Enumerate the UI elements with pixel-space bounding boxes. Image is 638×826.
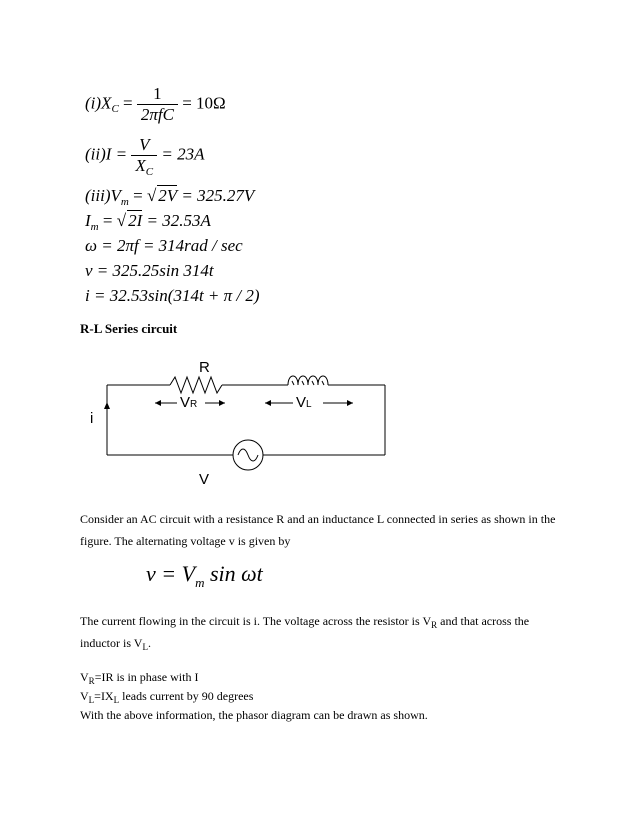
p2-line2-b: . xyxy=(147,636,151,650)
label-voltage-inductor xyxy=(296,394,312,411)
label-resistance: R xyxy=(199,359,210,376)
line-phasor-intro: With the above information, the phasor diagram can be drawn as shown. xyxy=(80,708,428,722)
eq1-prefix: (i)X xyxy=(85,93,112,113)
paragraph-intro-line2: figure. The alternating voltage v is given by xyxy=(80,534,291,548)
label-voltage-resistor xyxy=(180,394,197,411)
paragraph-current-line1 xyxy=(80,614,529,629)
line-vr-phase xyxy=(80,670,198,685)
vl-arrowhead-right xyxy=(347,400,353,406)
l2-a: V xyxy=(80,689,89,703)
eq3-result: = 325.27V xyxy=(181,186,255,205)
paragraph-intro-line1: Consider an AC circuit with a resistance R and an inductance L connected in series as shown in the xyxy=(80,512,556,526)
eq2-numerator: V xyxy=(139,135,150,154)
line-vl-phase xyxy=(80,689,253,704)
vl-arrowhead-left xyxy=(265,400,271,406)
label-vl-main: V xyxy=(296,394,307,411)
l2-b: =IX xyxy=(94,689,114,703)
equation-reactance xyxy=(85,84,226,125)
eq3-radicand: 2V xyxy=(158,186,178,205)
label-source-voltage: V xyxy=(199,471,210,488)
equation-current-wave: i = 32.53sin(314t + π / 2) xyxy=(85,286,260,305)
l2-c: leads current by 90 degrees xyxy=(119,689,254,703)
equation-voltage-general xyxy=(146,561,263,590)
eq2-prefix: (ii)I = xyxy=(85,144,128,164)
vr-arrowhead-left xyxy=(155,400,161,406)
p2-line1-b: and that across the xyxy=(437,614,530,628)
label-vl-sub: L xyxy=(306,399,312,410)
resistor-symbol xyxy=(170,377,222,393)
paragraph-current-line2 xyxy=(80,636,151,651)
eq4-sub: m xyxy=(90,221,99,233)
p2-line2-a: inductor is V xyxy=(80,636,143,650)
rl-circuit-diagram xyxy=(95,355,405,490)
eq3-root-sign: √ xyxy=(146,186,157,205)
eq2-result: = 23A xyxy=(161,144,205,164)
main-eq-rhs: sin ωt xyxy=(209,561,263,586)
l2-sub: L xyxy=(88,695,95,705)
l1-b: =IR is in phase with I xyxy=(94,670,199,684)
eq4-result: = 32.53A xyxy=(146,211,211,230)
eq3-sub: m xyxy=(120,196,129,208)
equation-peak-current xyxy=(85,210,211,231)
label-current: i xyxy=(90,410,94,427)
equation-current xyxy=(85,135,205,176)
p2-line2-sub: L xyxy=(142,642,148,652)
equation-angular-frequency: ω = 2πf = 314rad / sec xyxy=(85,236,243,255)
eq4-prefix: I xyxy=(85,211,91,230)
p2-line1-sub: R xyxy=(431,620,438,630)
eq2-den-main: X xyxy=(135,156,146,175)
eq3-equals: = xyxy=(133,186,143,205)
eq1-denominator: 2πfC xyxy=(137,104,178,125)
eq2-fraction xyxy=(131,135,157,176)
eq1-numerator: 1 xyxy=(153,84,162,103)
equation-peak-voltage xyxy=(85,185,254,206)
label-vr-sub: R xyxy=(190,399,198,410)
eq1-equals: = xyxy=(123,93,133,113)
vr-arrowhead-right xyxy=(219,400,225,406)
eq1-result: = 10Ω xyxy=(182,93,226,113)
eq2-denominator xyxy=(131,155,157,176)
eq2-den-sub: C xyxy=(145,166,154,178)
l2-sub2: L xyxy=(113,695,120,705)
section-heading: R-L Series circuit xyxy=(80,321,178,336)
eq4-root-sign: √ xyxy=(116,211,127,230)
eq4-equals: = xyxy=(102,211,113,230)
main-eq-sub: m xyxy=(195,575,205,590)
ac-source-sine xyxy=(238,449,258,461)
eq1-fraction xyxy=(137,84,178,125)
main-eq-lhs: v = V xyxy=(146,561,196,586)
l1-sub: R xyxy=(88,676,95,686)
label-vr-main: V xyxy=(180,394,191,411)
eq3-prefix: (iii)V xyxy=(85,186,121,205)
equation-voltage-wave: v = 325.25sin 314t xyxy=(85,261,214,280)
eq4-radicand: 2I xyxy=(128,211,143,230)
current-arrowhead xyxy=(104,402,110,409)
p2-line1-a: The current flowing in the circuit is i. The voltage across the resistor is V xyxy=(80,614,432,628)
inductor-symbol xyxy=(288,376,328,385)
l1-a: V xyxy=(80,670,89,684)
eq1-sub: C xyxy=(111,103,119,116)
